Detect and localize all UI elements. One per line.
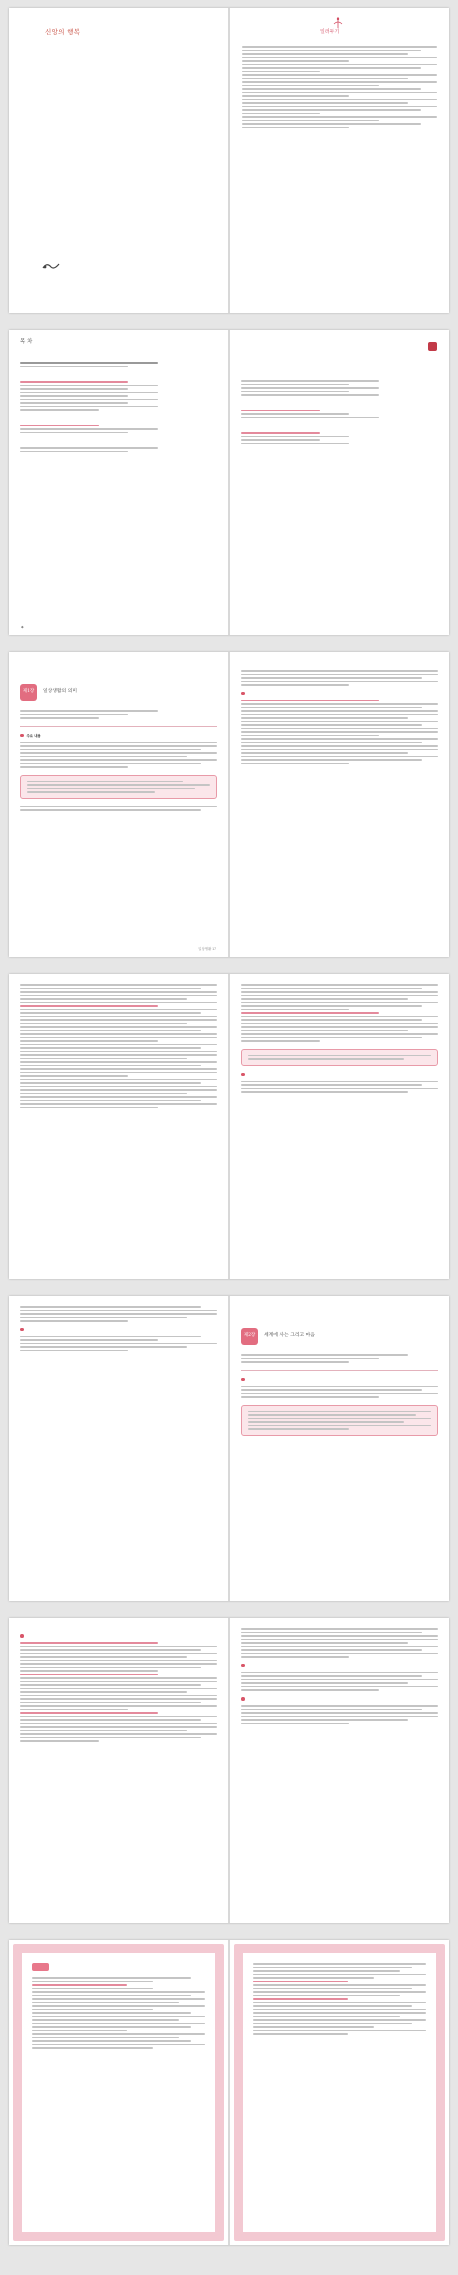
spread-body: [9, 974, 449, 1279]
exercise-page-left: [9, 1940, 228, 2245]
chapter-heading: [241, 1328, 438, 1345]
body-text: [20, 1336, 217, 1352]
section-heading: [241, 1073, 438, 1077]
chapter-meta: [20, 710, 217, 719]
chapter-badge: 제1장: [20, 684, 37, 701]
body-text: [20, 1306, 217, 1322]
chapter-badge: 제2장: [241, 1328, 258, 1345]
body-text: [20, 984, 217, 1108]
section-heading: [241, 692, 438, 696]
page-number: ◆: [21, 624, 24, 629]
spread-chapter2: [9, 1296, 449, 1601]
chapter1-page-right: [230, 652, 449, 957]
divider: [20, 726, 217, 727]
toc-group: [241, 410, 438, 419]
chapter-meta: [241, 1354, 438, 1363]
body-text: [241, 1628, 438, 1658]
highlight-box: [241, 1049, 438, 1066]
divider: [241, 1370, 438, 1371]
spread-exercise: [9, 1940, 449, 2245]
body-text: [241, 700, 438, 765]
body-page-right: [230, 1618, 449, 1923]
exercise-text: [253, 1963, 426, 2035]
body-page-left: [9, 1618, 228, 1923]
pink-frame: [13, 1944, 224, 2241]
section-heading: [241, 1697, 438, 1701]
body-text: [241, 1705, 438, 1724]
page-footer: 일상생활 17: [198, 946, 216, 951]
body-text: [20, 1642, 217, 1742]
chapter1-page-left: [9, 652, 228, 957]
book-title: 신앙의 행복: [45, 28, 81, 36]
section-heading: [20, 1328, 217, 1332]
spread-chapter1: [9, 652, 449, 957]
toc-group: [20, 447, 217, 452]
section-heading: [241, 1378, 438, 1382]
body-text: [241, 1672, 438, 1691]
pink-frame: [234, 1944, 445, 2241]
body-text: [241, 1081, 438, 1093]
highlight-box: [241, 1405, 438, 1436]
section-heading: 주요 내용: [20, 734, 217, 738]
body-text: [20, 742, 217, 768]
exercise-page-right: [230, 1940, 449, 2245]
body-text: [241, 670, 438, 686]
publisher-logo-icon: [41, 261, 61, 270]
body-text: [20, 806, 217, 811]
preface-title: 일러두기: [320, 29, 340, 35]
section-heading: [241, 1664, 438, 1668]
chapter2-page-left: [9, 1296, 228, 1601]
spread-toc: [9, 330, 449, 635]
toc-group: [20, 362, 217, 367]
exercise-tab: [32, 1963, 49, 1971]
toc-heading: 목 차: [20, 339, 33, 345]
toc-group: [20, 425, 217, 434]
body-page-right: [230, 974, 449, 1279]
chapter-title: 일상생활의 의미: [43, 689, 77, 695]
body-page-left: [9, 974, 228, 1279]
section-heading: [20, 1634, 217, 1638]
toc-group: [241, 380, 438, 396]
toc-page-left: [9, 330, 228, 635]
title-page: [9, 8, 228, 313]
highlight-box: [20, 775, 217, 799]
chapter-title: 세계에 사는 그리고 마음: [264, 1333, 315, 1339]
toc-page-right: [230, 330, 449, 635]
toc-group: [20, 381, 217, 411]
lotus-mark-icon: [331, 16, 345, 30]
chapter2-page-right: [230, 1296, 449, 1601]
spread-body-2: [9, 1618, 449, 1923]
body-text: [241, 1386, 438, 1398]
chapter-heading: [20, 684, 217, 701]
body-text: [241, 984, 438, 1042]
preface-body: [242, 46, 437, 128]
preface-page: [230, 8, 449, 313]
exercise-text: [32, 1977, 205, 2049]
toc-badge-icon: [428, 342, 437, 351]
toc-group: [241, 432, 438, 444]
spread-title: [9, 8, 449, 313]
